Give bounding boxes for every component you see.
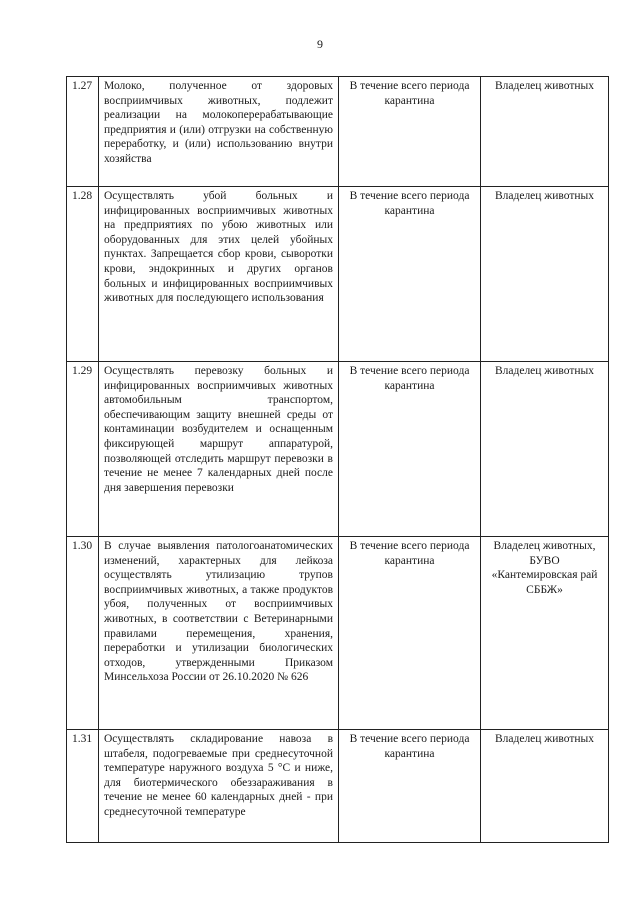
table-row [67,187,609,362]
table-row [67,77,609,187]
row-number: 1.30 [67,537,99,730]
responsible-cell: Владелец животных, БУВО «Кантемировская рай СББЖ» [481,537,609,730]
row-number: 1.28 [67,187,99,362]
responsible-cell: Владелец животных [481,77,609,187]
table-row [67,362,609,537]
measure-text: Осуществлять убой больных и инфицированных восприимчивых животных на предприятиях по убою животных или оборудованных для этих целей убойных пунктах. Запрещается сбор крови, сыворотки крови, эндокринных и других органов больных и инфицированных восприимчивых животных для последующего использования [99,187,339,362]
period-cell: В течение всего периода карантина [339,187,481,362]
period-cell: В течение всего периода карантина [339,362,481,537]
measure-text: Молоко, полученное от здоровых восприимчивых животных, подлежит реализации на молокоперерабатывающие предприятия и (или) отгрузки на собственную переработку, и (или) использованию внутри хозяйства [99,77,339,187]
responsible-cell: Владелец животных [481,730,609,843]
table-row [67,730,609,843]
measure-text-cell [99,730,339,843]
period-cell: В течение всего периода карантина [339,537,481,730]
measures-table [66,76,609,843]
row-number: 1.31 [67,730,99,843]
row-number: 1.29 [67,362,99,537]
measure-text: Осуществлять складирование навоза в штабеля, подогреваемые при среднесуточной температуре наружного воздуха 5 °С и ниже, для биотермического обеззараживания в течение не менее 60 календарных дней - при среднесуточной температуре [104,733,333,818]
page-number: 9 [317,37,323,51]
measure-text: В случае выявления патологоанатомических изменений, характерных для лейкоза осуществлять утилизацию трупов восприимчивых животных, а также продуктов убоя, полученных от восприимчивых животных, в соответствии с Ветеринарными правилами перемещения, хранения, переработки и утилизации биологических отходов, утвержденными Приказом Минсельхоза России от 26.10.2020 № 626 [99,537,339,730]
responsible-cell: Владелец животных [481,187,609,362]
table-row [67,537,609,730]
row-number: 1.27 [67,77,99,187]
period-cell: В течение всего периода карантина [339,730,481,843]
period-cell: В течение всего периода карантина [339,77,481,187]
measure-text: Осуществлять перевозку больных и инфицированных восприимчивых животных автомобильным транспортом, обеспечивающим защиту внешней среды от контаминации возбудителем и оснащенным фиксирующей маршрут аппаратурой, позволяющей отследить маршрут перевозки в течение не менее 7 календарных дней после дня завершения перевозки [99,362,339,537]
responsible-cell: Владелец животных [481,362,609,537]
